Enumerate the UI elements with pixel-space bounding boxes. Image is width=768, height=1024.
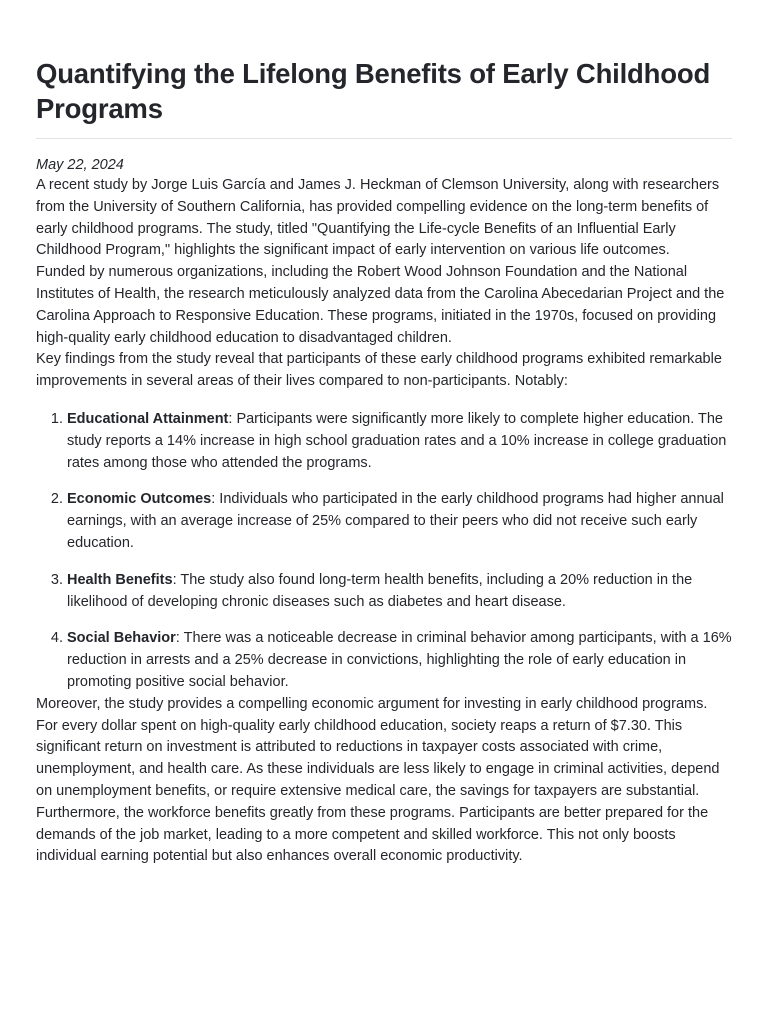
findings-list: [36, 409, 732, 694]
article-title: Quantifying the Lifelong Benefits of Early Childhood Programs: [36, 58, 711, 124]
finding-text: : There was a noticeable decrease in criminal behavior among participants, with a 16% reduction in arrests and a 25% decrease in convictions, highlighting the role of early education in promoting positive social behavior.: [67, 630, 732, 690]
economic-paragraph: Moreover, the study provides a compelling economic argument for investing in early childhood programs. For every dollar spent on high-quality early childhood education, society reaps a return of $7.30. This significant return on investment is attributed to reductions in taxpayer costs associated with crime, unemployment, and health care. As these individuals are less likely to engage in criminal activities, depend on unemployment benefits, or require extensive medical care, the savings for taxpayers are substantial.: [36, 695, 720, 799]
title-divider: [36, 138, 732, 139]
list-item: [67, 628, 732, 693]
intro-paragraph: A recent study by Jorge Luis García and James J. Heckman of Clemson University, along with researchers from the University of Southern California, has provided compelling evidence on the long-term benefits of early childhood programs. The study, titled "Quantifying the Life-cycle Benefits of an Influential Early Childhood Program," highlights the significant impact of early intervention on various life outcomes.: [36, 177, 720, 259]
finding-term: Educational Attainment: [67, 410, 229, 427]
finding-text: : Participants were significantly more likely to complete higher education. The study reports a 14% increase in high school graduation rates and a 10% increase in college graduation rates among those who attended the programs.: [67, 410, 727, 471]
finding-term: Economic Outcomes: [67, 491, 212, 508]
article-date: May 22, 2024: [36, 157, 124, 173]
finding-text: : Individuals who participated in the early childhood programs had higher annual earnings, with an average increase of 25% compared to their peers who did not receive such early education.: [67, 491, 724, 551]
funding-paragraph: Funded by numerous organizations, including the Robert Wood Johnson Foundation and the National Institutes of Health, the research meticulously analyzed data from the Carolina Abecedarian Project and the Carolina Approach to Responsive Education. These programs, initiated in the 1970s, focused on providing high-quality early childhood education to disadvantaged children.: [36, 264, 725, 346]
list-item: [67, 489, 732, 554]
finding-term: Social Behavior: [67, 630, 176, 647]
list-item: [67, 570, 732, 614]
finding-text: : The study also found long-term health benefits, including a 20% reduction in the likelihood of developing chronic diseases such as diabetes and heart disease.: [67, 571, 693, 610]
list-item: [67, 409, 732, 474]
workforce-paragraph: Furthermore, the workforce benefits greatly from these programs. Participants are better prepared for the demands of the job market, leading to a more competent and skilled workforce. This not only boosts individual earning potential but also enhances overall economic productivity.: [36, 804, 709, 865]
finding-term: Health Benefits: [67, 571, 173, 588]
findings-intro-paragraph: Key findings from the study reveal that participants of these early childhood programs exhibited remarkable improvements in several areas of their lives compared to non-participants. Notably:: [36, 351, 722, 390]
